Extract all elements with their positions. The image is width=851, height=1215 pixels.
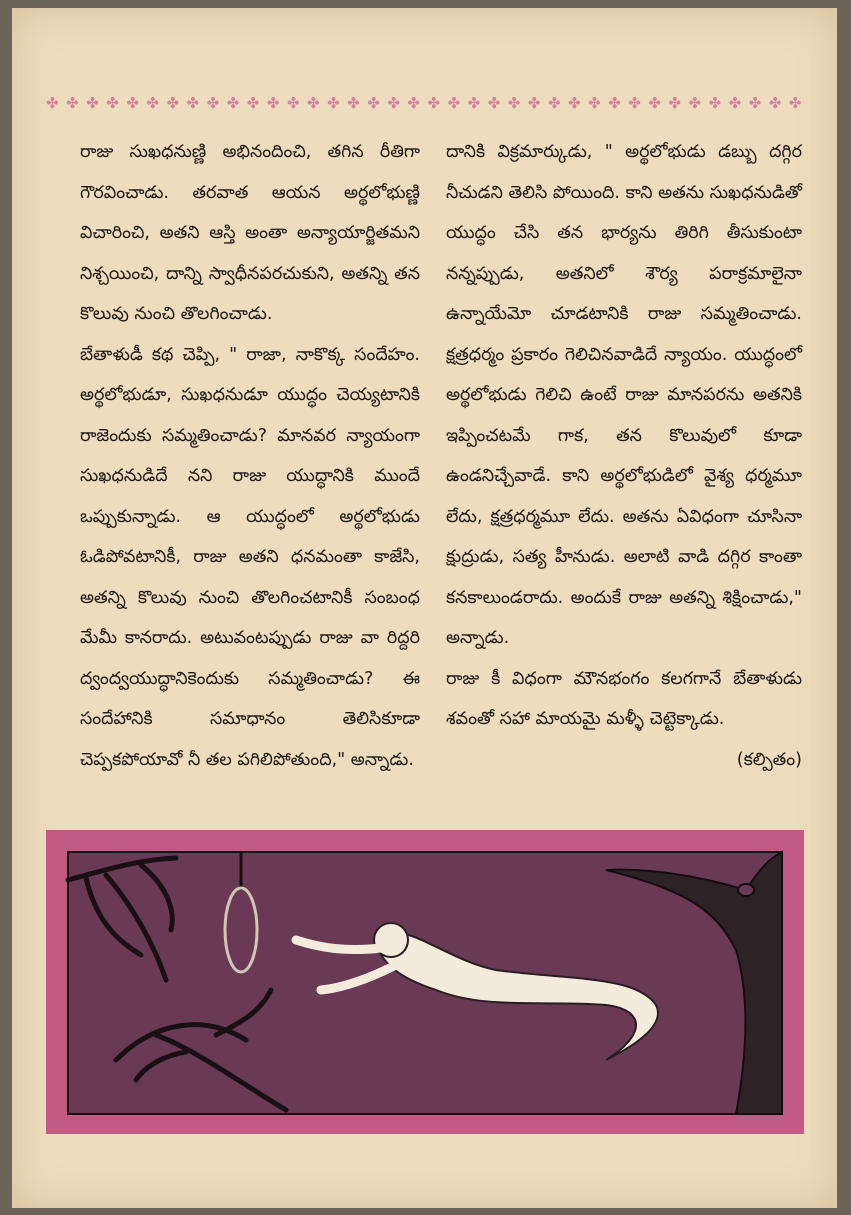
paragraph: రాజు కీ విధంగా మౌనభంగం కలగగానే బేతాళుడు శవంతో సహా మాయమై మళ్ళీ చెట్టెక్కాడు. xyxy=(446,668,802,729)
story-illustration xyxy=(46,830,804,1134)
ornamental-border: ✤ ✤ ✤ ✤ ✤ ✤ ✤ ✤ ✤ ✤ ✤ ✤ ✤ ✤ ✤ ✤ ✤ ✤ ✤ ✤ ✤ ✤ ✤ ✤ ✤ ✤ ✤ ✤ ✤ ✤ ✤ ✤ ✤ ✤ ✤ ✤ ✤ ✤ xyxy=(46,94,802,112)
paragraph: బేతాళుడీ కథ చెప్పి, " రాజా, నాకొక్క సందేహం. అర్థలోభుడూ, సుఖధనుడూ యుద్ధం చెయ్యటానికి రాజెందుకు సమ్మతించాడు? మానవర న్యాయంగా సుఖధనుడిదే నని రాజు యుద్ధానికి ముందే ఒప్పుకున్నాడు. ఆ యుద్ధంలో అర్థలోభుడు ఓడిపోవటానికీ, రాజు అతని ధనమంతా కాజేసి, అతన్ని కొలువు నుంచి తొలగించటానికీ సంబంధ మేమీ కానరాదు. అటువంటప్పుడు రాజు వా రిద్దరి ద్వంద్వయుద్ధానికెందుకు సమ్మతించాడు? ఈ సందేహానికి సమాధానం తెలిసికూడా చెప్పకపోయావో నీ తల పగిలిపోతుంది," అన్నాడు. xyxy=(80,344,420,770)
paragraph: రాజు సుఖధనుణ్ణి అభినందించి, తగిన రీతిగా గౌరవించాడు. తరవాత ఆయన అర్థలోభుణ్ణి విచారించి, అతని ఆస్తి అంతా అన్యాయార్జితమని నిశ్చయించి, దాన్ని స్వాధీనపరచుకుని, అతన్ని తన కొలువు నుంచి తొలగించాడు. xyxy=(80,142,420,324)
left-column xyxy=(80,132,420,780)
credit-label: (కల్పితం) xyxy=(736,749,802,770)
right-column xyxy=(446,132,802,780)
paragraph: దానికి విక్రమార్కుడు, " అర్థలోభుడు డబ్బు దగ్గిర నీచుడని తెలిసి పోయింది. కాని అతను సుఖధనుడితో యుద్ధం చేసి తన భార్యను తిరిగి తీసుకుంటా నన్నప్పుడు, అతనిలో శౌర్య పరాక్రమాలైనా ఉన్నాయేమో చూడటానికి రాజు సమ్మతించాడు. క్షత్రధర్మం ప్రకారం గెలిచినవాడిదే న్యాయం. యుద్ధంలో అర్థలోభుడు గెలిచి ఉంటే రాజు మానపరను అతనికి ఇప్పించటమే గాక, తన కొలువులో కూడా ఉండనిచ్చేవాడే. కాని అర్థలోభుడిలో వైశ్య ధర్మమూ లేదు, క్షత్రధర్మమూ లేదు. అతను ఏవిధంగా చూసినా క్షుద్రుడు, సత్య హీనుడు. అలాటి వాడి దగ్గిర కాంతా కనకాలుండరాదు. అందుకే రాజు అతన్ని శిక్షించాడు," అన్నాడు. xyxy=(446,142,802,648)
illustration-drawing xyxy=(46,830,804,1134)
